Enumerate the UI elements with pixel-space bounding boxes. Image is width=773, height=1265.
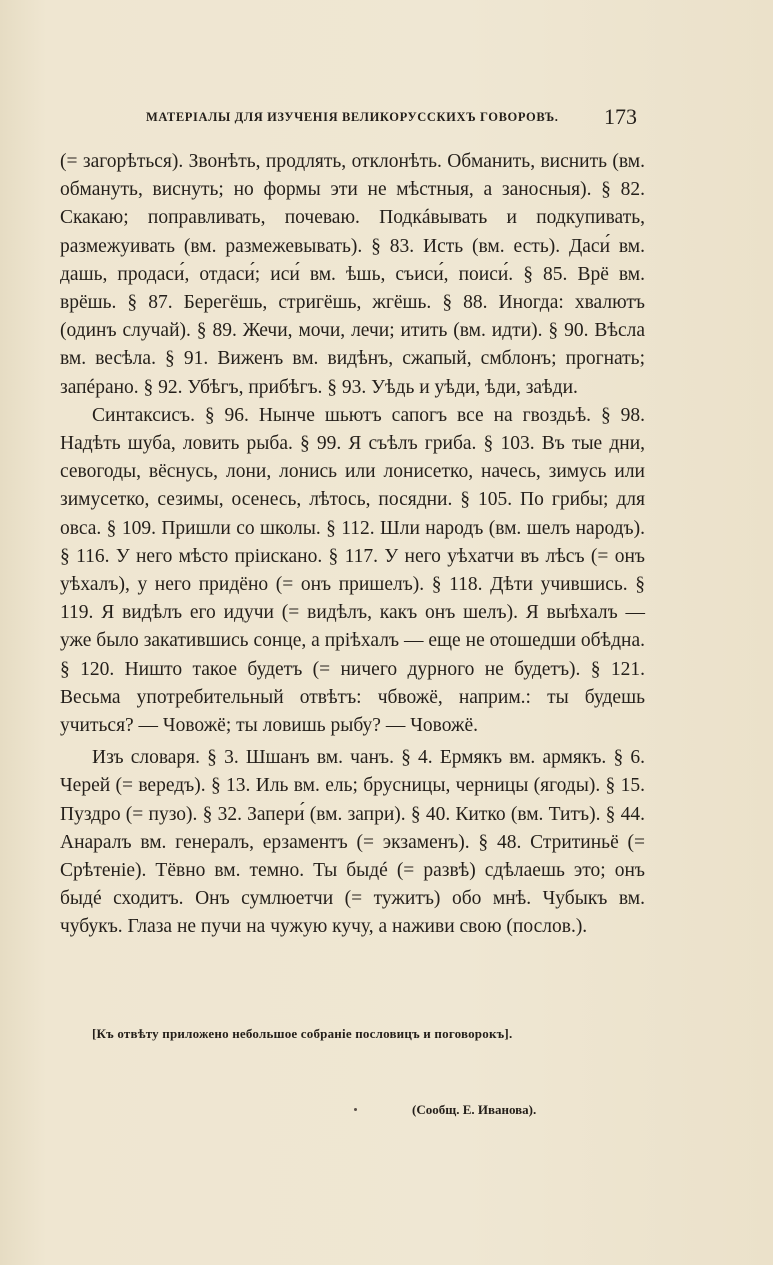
paragraph-morphology: (= загорѣться). Звонѣть, продлять, отклонѣть. Обманить, виснить (вм. обмануть, виснуть; но формы эти не мѣстныя, а заносныя). § 82. Скакаю; поправливать, почеваю. Подкáвывать и подкупивать, размежуивать (вм. размежевывать). § 83. Исть (вм. есть). Даси́ вм. дашь, продаси́, отдаси́; иси́ вм. ѣшь, съиси́, поиси́. § 85. Врё вм. врёшь. § 87. Берегёшь, стригёшь, жгёшь. § 88. Иногда: хвалютъ (одинъ случай). § 89. Жечи, мочи, лечи; итить (вм. идти). § 90. Вѣсла вм. весѣла. § 91. Виженъ вм. видѣнъ, сжапый, смблонъ; прогнать; запéрано. § 92. Убѣгъ, прибѣгъ. § 93. Уѣдь и уѣди, ѣди, заѣди. xyxy=(60,151,645,398)
footnote: [Къ отвѣту приложено небольшое собранiе пословицъ и поговорокъ]. xyxy=(92,1026,513,1041)
paragraph-syntax: Синтаксисъ. § 96. Нынче шьютъ сапогъ все на гвоздьѣ. § 98. Надѣть шуба, ловить рыба. § 99. Я съѣлъ гриба. § 103. Въ тые дни, севогоды, вёснусь, лони, лонись или лонисетко, начесь, зимусь или зимусетко, сезимы, осенесь, лѣтось, посядни. § 105. По грибы; для овса. § 109. Пришли со школы. § 112. Шли народъ (вм. шелъ народъ). § 116. У него мѣсто прiискано. § 117. У него уѣхатчи въ лѣсъ (= онъ уѣхалъ), у него придёно (= онъ пришелъ). § 118. Дѣти учившись. § 119. Я видѣлъ его идучи (= видѣлъ, какъ онъ шелъ). Я выѣхалъ — уже было закатившись сонце, а прiѣхалъ — еще не отошедши обѣдна. § 120. Ништо такое будетъ (= ничего дурного не будетъ). § 121. Весьма употребительный отвѣтъ: чбвожё, наприм.: ты будешь учиться? — Човожё; ты ловишь рыбу? — Човожё. xyxy=(60,404,645,737)
running-title: МАТЕРІАЛЫ ДЛЯ ИЗУЧЕНІЯ ВЕЛИКОРУССКИХЪ ГОВОРОВЪ. xyxy=(146,110,559,124)
paragraph-dictionary: Изъ словаря. § 3. Шшанъ вм. чанъ. § 4. Ермякъ вм. армякъ. § 6. Черей (= вередъ). § 13. Иль вм. ель; брусницы, черницы (ягоды). § 15. Пуздро (= пузо). § 32. Запери́ (вм. запри). § 40. Китко (вм. Титъ). § 44. Анаралъ вм. генералъ, ерзаментъ (= экзаменъ). § 48. Стритиньё (= Срѣтенiе). Тёвно вм. темно. Ты быдé (= развѣ) сдѣлаешь это; онъ быдé сходитъ. Онъ сумлюетчи (= тужитъ) обо мнѣ. Чубыкъ вм. чубукъ. Глаза не пучи на чужую кучу, а наживи свою (послов.). xyxy=(60,747,645,938)
stray-mark xyxy=(354,1108,357,1111)
body-text xyxy=(60,148,645,942)
page-header xyxy=(60,106,645,136)
signature: (Сообщ. Е. Иванова). xyxy=(412,1102,537,1117)
page-number: 173 xyxy=(604,104,637,129)
